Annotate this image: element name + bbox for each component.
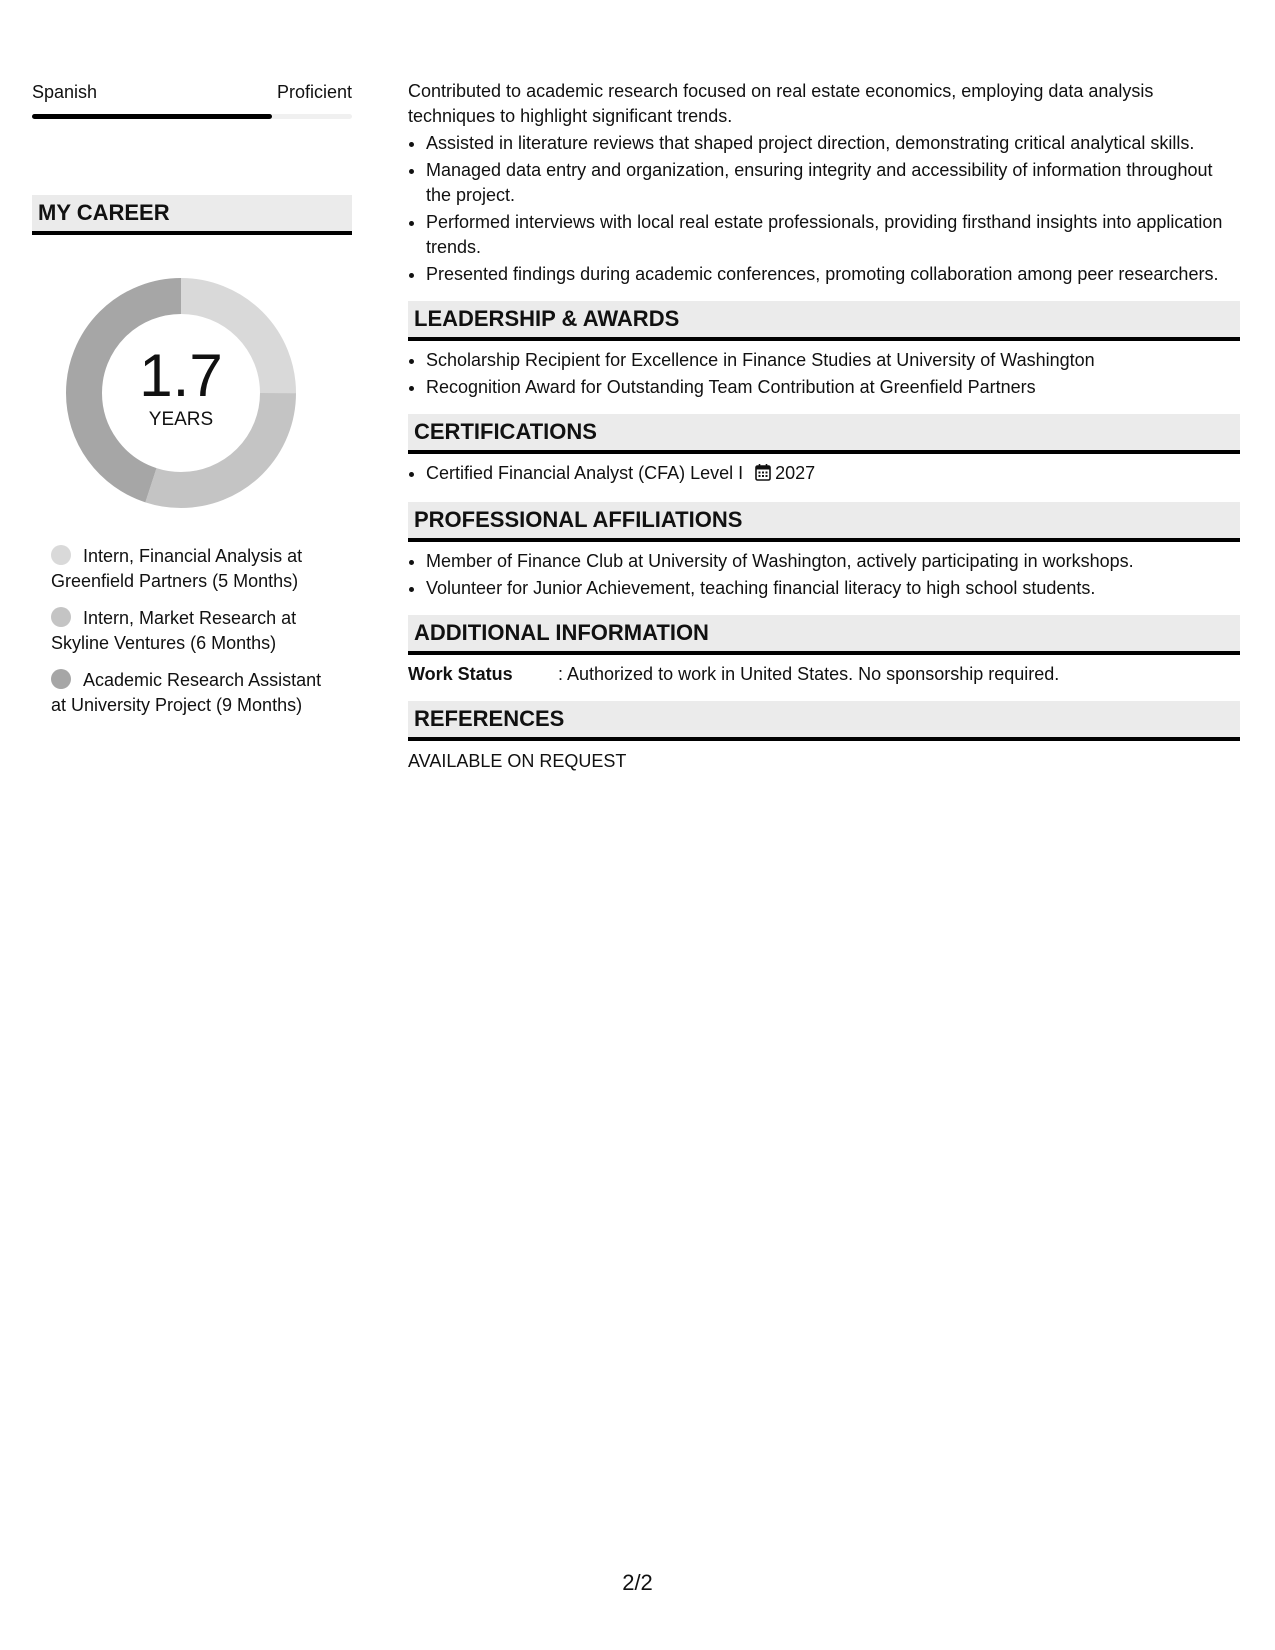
legend-dot-icon: [51, 545, 71, 565]
references-text: AVAILABLE ON REQUEST: [408, 751, 627, 771]
career-legend: [51, 544, 341, 718]
work-status-row: [408, 662, 1240, 687]
certifications-heading: CERTIFICATIONS: [408, 414, 1240, 454]
list-item: • Recognition Award for Outstanding Team Contribution at Greenfield Partners: [426, 375, 1240, 400]
affiliations-heading: PROFESSIONAL AFFILIATIONS: [408, 502, 1240, 542]
career-total-value: 1.7: [139, 342, 223, 409]
career-legend-label: Intern, Market Research at Skyline Ventures (6 Months): [51, 608, 297, 653]
leadership-list: [408, 348, 1240, 400]
additional-info-heading: ADDITIONAL INFORMATION: [408, 615, 1240, 655]
leadership-heading: LEADERSHIP & AWARDS: [408, 301, 1240, 341]
career-heading: MY CAREER: [32, 195, 352, 235]
list-item: • Presented findings during academic conferences, promoting collaboration among peer researchers.: [426, 262, 1240, 287]
list-item: • Managed data entry and organization, ensuring integrity and accessibility of information throughout the project.: [426, 158, 1240, 208]
list-item: • Member of Finance Club at University of Washington, actively participating in workshops.: [426, 549, 1240, 574]
research-bullets: [408, 131, 1240, 287]
career-donut-chart: [66, 278, 296, 508]
list-item: • Scholarship Recipient for Excellence in Finance Studies at University of Washington: [426, 348, 1240, 373]
list-item: [426, 461, 1240, 488]
language-row: [32, 80, 352, 104]
certification-name: Certified Financial Analyst (CFA) Level I: [426, 463, 744, 483]
legend-dot-icon: [51, 607, 71, 627]
work-status-value: : Authorized to work in United States. No sponsorship required.: [558, 664, 1060, 684]
page-number: 2/2: [622, 1570, 653, 1595]
career-legend-label: Intern, Financial Analysis at Greenfield Partners (5 Months): [51, 546, 303, 591]
work-status-label: Work Status: [408, 664, 513, 684]
language-proficiency-fill: [32, 114, 272, 119]
right-column: [408, 70, 1240, 774]
donut-center: [66, 278, 296, 508]
list-item: • Assisted in literature reviews that shaped project direction, demonstrating critical analytical skills.: [426, 131, 1240, 156]
list-item: • Volunteer for Junior Achievement, teaching financial literacy to high school students.: [426, 576, 1240, 601]
calendar-icon: [755, 463, 771, 488]
certifications-list: [408, 461, 1240, 488]
affiliations-list: [408, 549, 1240, 601]
legend-dot-icon: [51, 669, 71, 689]
career-legend-item: [51, 544, 341, 594]
list-item: • Performed interviews with local real estate professionals, providing firsthand insights into application trends.: [426, 210, 1240, 260]
research-intro: Contributed to academic research focused on real estate economics, employing data analysis techniques to highlight significant trends.: [408, 81, 1154, 126]
career-legend-item: [51, 668, 341, 718]
language-name: Spanish: [32, 82, 98, 102]
career-legend-label: Academic Research Assistant at University Project (9 Months): [51, 670, 322, 715]
career-total-unit: YEARS: [148, 409, 214, 430]
left-column: [32, 70, 352, 730]
certification-year: 2027: [775, 463, 816, 483]
references-heading: REFERENCES: [408, 701, 1240, 741]
career-legend-item: [51, 606, 341, 656]
language-level: Proficient: [276, 82, 352, 102]
language-proficiency-bar: [32, 114, 352, 119]
